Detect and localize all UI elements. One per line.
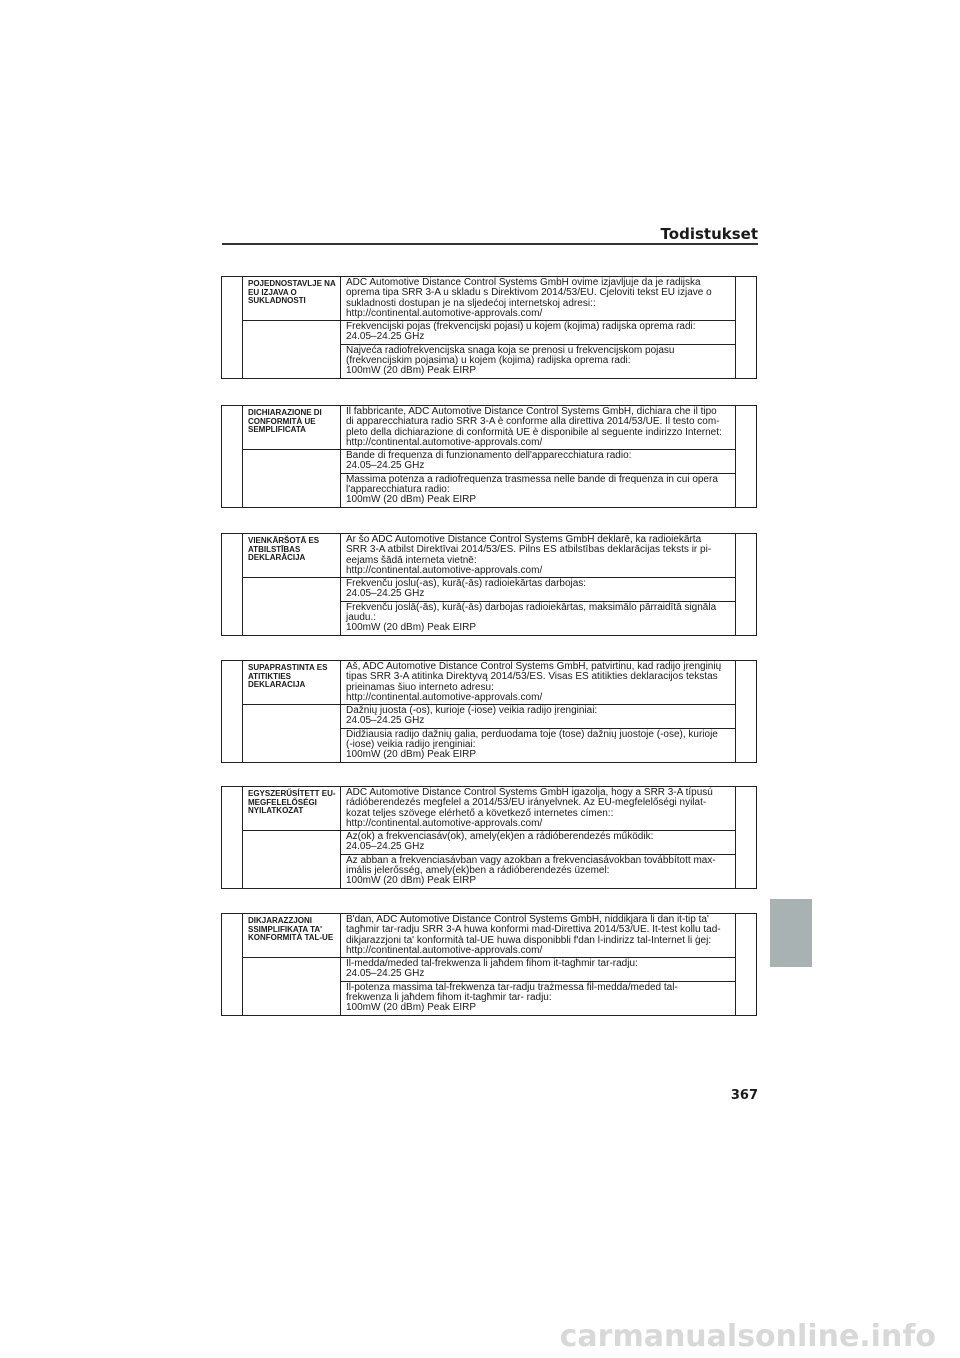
text-line: rádióberendezés megfelel a 2014/53/EU irányelvnek. Az EU-megfelelőségi nyilat- [346, 797, 707, 809]
right-gutter [735, 787, 756, 888]
left-gutter [222, 406, 243, 507]
text-line: di apparecchiatura radio SRR 3-A è conforme alla direttiva 2014/53/UE. Il testo com- [346, 416, 720, 428]
text-line: Il fabbricante, ADC Automotive Distance Control Systems GmbH, dichiara che il tipo [346, 406, 717, 417]
right-gutter [735, 277, 756, 378]
frequency-band-cell [341, 830, 735, 854]
watermark-text: carmanualsonline.info [559, 1319, 936, 1354]
text-line: imális jelerősség, amely(ek)ben a rádióberendezés üzemel: [346, 865, 610, 877]
declaration-heading: POJEDNOSTAVLJE NA EU IZJAVA O SUKLADNOSTI [243, 277, 341, 320]
declaration-heading: SUPAPRASTINTA ES ATITIKTIES DEKLARACIJA [243, 661, 341, 704]
frequency-band-cell [341, 577, 735, 601]
frequency-band-cell [341, 449, 735, 473]
power-value: 100mW (20 dBm) Peak EIRP [346, 494, 477, 506]
max-power-cell [341, 854, 735, 888]
text-line: Ar šo ADC Automotive Distance Control Systems GmbH deklarē, ka radioiekārta [346, 534, 702, 545]
frequency-value: 24.05–24.25 GHz [346, 968, 425, 980]
heading-blank-cell [243, 577, 341, 634]
left-gutter [222, 661, 243, 762]
left-gutter [222, 787, 243, 888]
frequency-band-cell [341, 704, 735, 728]
declaration-text [341, 787, 735, 830]
text-line: Najveća radiofrekvencijska snaga koja se prenosi u frekvencijskom pojasu [346, 344, 675, 356]
left-gutter [222, 534, 243, 635]
frequency-value: 24.05–24.25 GHz [346, 715, 425, 727]
page-header-title: Todistukset [660, 225, 758, 243]
text-line: ADC Automotive Distance Control Systems GmbH igazolja, hogy a SRR 3-A típusú [346, 787, 713, 798]
declaration-latvian [221, 533, 757, 636]
text-line: B'dan, ADC Automotive Distance Control Systems GmbH, niddikjara li dan it-tip ta' [346, 914, 709, 925]
text-line: Bande di frequenza di funzionamento dell'apparecchiatura radio: [346, 450, 632, 462]
max-power-cell [341, 981, 735, 1015]
declaration-maltese [221, 913, 757, 1016]
declaration-text [341, 661, 735, 704]
declaration-heading: DIKJARAZZJONI SSIMPLIFIKATA TA' KONFORMITÀ TAL-UE [243, 914, 341, 957]
max-power-cell [341, 344, 735, 378]
power-value: 100mW (20 dBm) Peak EIRP [346, 365, 477, 377]
power-value: 100mW (20 dBm) Peak EIRP [346, 749, 477, 761]
frequency-value: 24.05–24.25 GHz [346, 460, 425, 472]
declaration-text [341, 914, 735, 957]
url-text: http://continental.automotive-approvals.com/ [346, 944, 543, 956]
url-text: http://continental.automotive-approvals.com/ [346, 564, 543, 576]
frequency-band-cell [341, 957, 735, 981]
text-line: Frekvencijski pojas (frekvencijski pojasi) u kojem (kojima) radijska oprema radi: [346, 321, 696, 333]
header-rule [222, 243, 758, 245]
text-line: sukladnosti dostupan je na sljedećoj internetskoj adresi:: [346, 297, 596, 309]
text-line: tipas SRR 3-A atitinka Direktyvą 2014/53/ES. Visas ES atitikties deklaracijos tekstas [346, 671, 718, 683]
text-line: (frekvencijskim pojasima) u kojem (kojima) radijska oprema radi: [346, 355, 631, 367]
text-line: pleto della dichiarazione di conformità UE è disponibile al seguente indirizzo Internet: [346, 426, 722, 438]
right-gutter [735, 661, 756, 762]
frequency-value: 24.05–24.25 GHz [346, 588, 425, 600]
left-gutter [222, 277, 243, 378]
text-line: Massima potenza a radiofrequenza trasmessa nelle bande di frequenza in cui opera [346, 473, 718, 485]
power-value: 100mW (20 dBm) Peak EIRP [346, 1002, 477, 1014]
max-power-cell [341, 728, 735, 762]
declaration-heading: DICHIARAZIONE DI CONFORMITÀ UE SEMPLIFICATA [243, 406, 341, 449]
right-gutter [735, 406, 756, 507]
power-value: 100mW (20 dBm) Peak EIRP [346, 622, 477, 634]
text-line: tagħmir tar-radju SRR 3-A huwa konformi mad-Direttiva 2014/53/UE. It-test kollu tad- [346, 924, 721, 936]
text-line: kozat teljes szövege elérhető a következő internetes címen:: [346, 807, 614, 819]
text-line: dikjarazzjoni ta' konformità tal-UE huwa disponibbli f'dan l-indirizz tal-Internet li ġej: [346, 934, 712, 946]
text-line: Il-potenza massima tal-frekwenza tar-radju trażmessa fil-medda/meded tal- [346, 981, 678, 993]
text-line: Aš, ADC Automotive Distance Control Systems GmbH, patvirtinu, kad radijo įrenginių [346, 661, 722, 672]
text-line: prieinamas šiuo interneto adresu: [346, 681, 494, 693]
declaration-heading: VIENKĀRŠOTĀ ES ATBILSTĪBAS DEKLARĀCIJA [243, 534, 341, 577]
declaration-text [341, 406, 735, 449]
text-line: Didžiausia radijo dažnių galia, perduodama toje (tose) dažnių juostoje (-ose), kurioje [346, 728, 718, 740]
declaration-text [341, 277, 735, 320]
heading-blank-cell [243, 449, 341, 506]
heading-blank-cell [243, 957, 341, 1014]
declaration-hungarian [221, 786, 757, 889]
frequency-value: 24.05–24.25 GHz [346, 841, 425, 853]
right-gutter [735, 534, 756, 635]
text-line: (-iose) veikia radijo įrenginiai: [346, 739, 476, 751]
text-line: SRR 3-A atbilst Direktīvai 2014/53/ES. Pilns ES atbilstības deklarācijas teksts ir pi- [346, 544, 712, 556]
url-text: http://continental.automotive-approvals.com/ [346, 436, 543, 448]
text-line: Frekvenču joslu(-as), kurā(-ās) radioiekārtas darbojas: [346, 578, 587, 590]
frequency-band-cell [341, 320, 735, 344]
right-gutter [735, 914, 756, 1015]
declaration-heading: EGYSZERŰSÍTETT EU-MEGFELELŐSÉGI NYILATKOZAT [243, 787, 341, 830]
page-number: 367 [730, 1088, 758, 1103]
frequency-value: 24.05–24.25 GHz [346, 331, 425, 343]
text-line: frekwenza li jaħdem fihom it-tagħmir tar- radju: [346, 992, 552, 1004]
declaration-text [341, 534, 735, 577]
text-line: Dažnių juosta (-os), kurioje (-iose) veikia radijo įrenginiai: [346, 705, 598, 717]
heading-blank-cell [243, 704, 341, 761]
power-value: 100mW (20 dBm) Peak EIRP [346, 875, 477, 887]
url-text: http://continental.automotive-approvals.com/ [346, 691, 543, 703]
left-gutter [222, 914, 243, 1015]
max-power-cell [341, 473, 735, 507]
text-line: l'apparecchiatura radio: [346, 484, 450, 496]
text-line: ADC Automotive Distance Control Systems GmbH ovime izjavljuje da je radijska [346, 277, 701, 288]
url-text: http://continental.automotive-approvals.com/ [346, 817, 543, 829]
url-text: http://continental.automotive-approvals.com/ [346, 307, 543, 319]
declaration-italian [221, 405, 757, 508]
chapter-side-tab [770, 899, 812, 967]
text-line: oprema tipa SRR 3-A u skladu s Direktivom 2014/53/EU. Cjeloviti tekst EU izjave o [346, 287, 712, 299]
text-line: jaudu.: [346, 612, 377, 624]
max-power-cell [341, 601, 735, 635]
heading-blank-cell [243, 320, 341, 377]
text-line: Il-medda/meded tal-frekwenza li jaħdem fihom it-tagħmir tar-radju: [346, 958, 638, 970]
text-line: Az abban a frekvenciasávban vagy azokban a frekvenciasávokban továbbított max- [346, 854, 716, 866]
declaration-lithuanian [221, 660, 757, 763]
text-line: Frekvenču joslā(-ās), kurā(-ās) darbojas radioiekārtas, maksimālo pārraidītā signāla [346, 601, 717, 613]
text-line: eejams šādā interneta vietnē: [346, 554, 477, 566]
heading-blank-cell [243, 830, 341, 887]
declaration-croatian [221, 276, 757, 379]
text-line: Az(ok) a frekvenciasáv(ok), amely(ek)en a rádióberendezés működik: [346, 831, 654, 843]
